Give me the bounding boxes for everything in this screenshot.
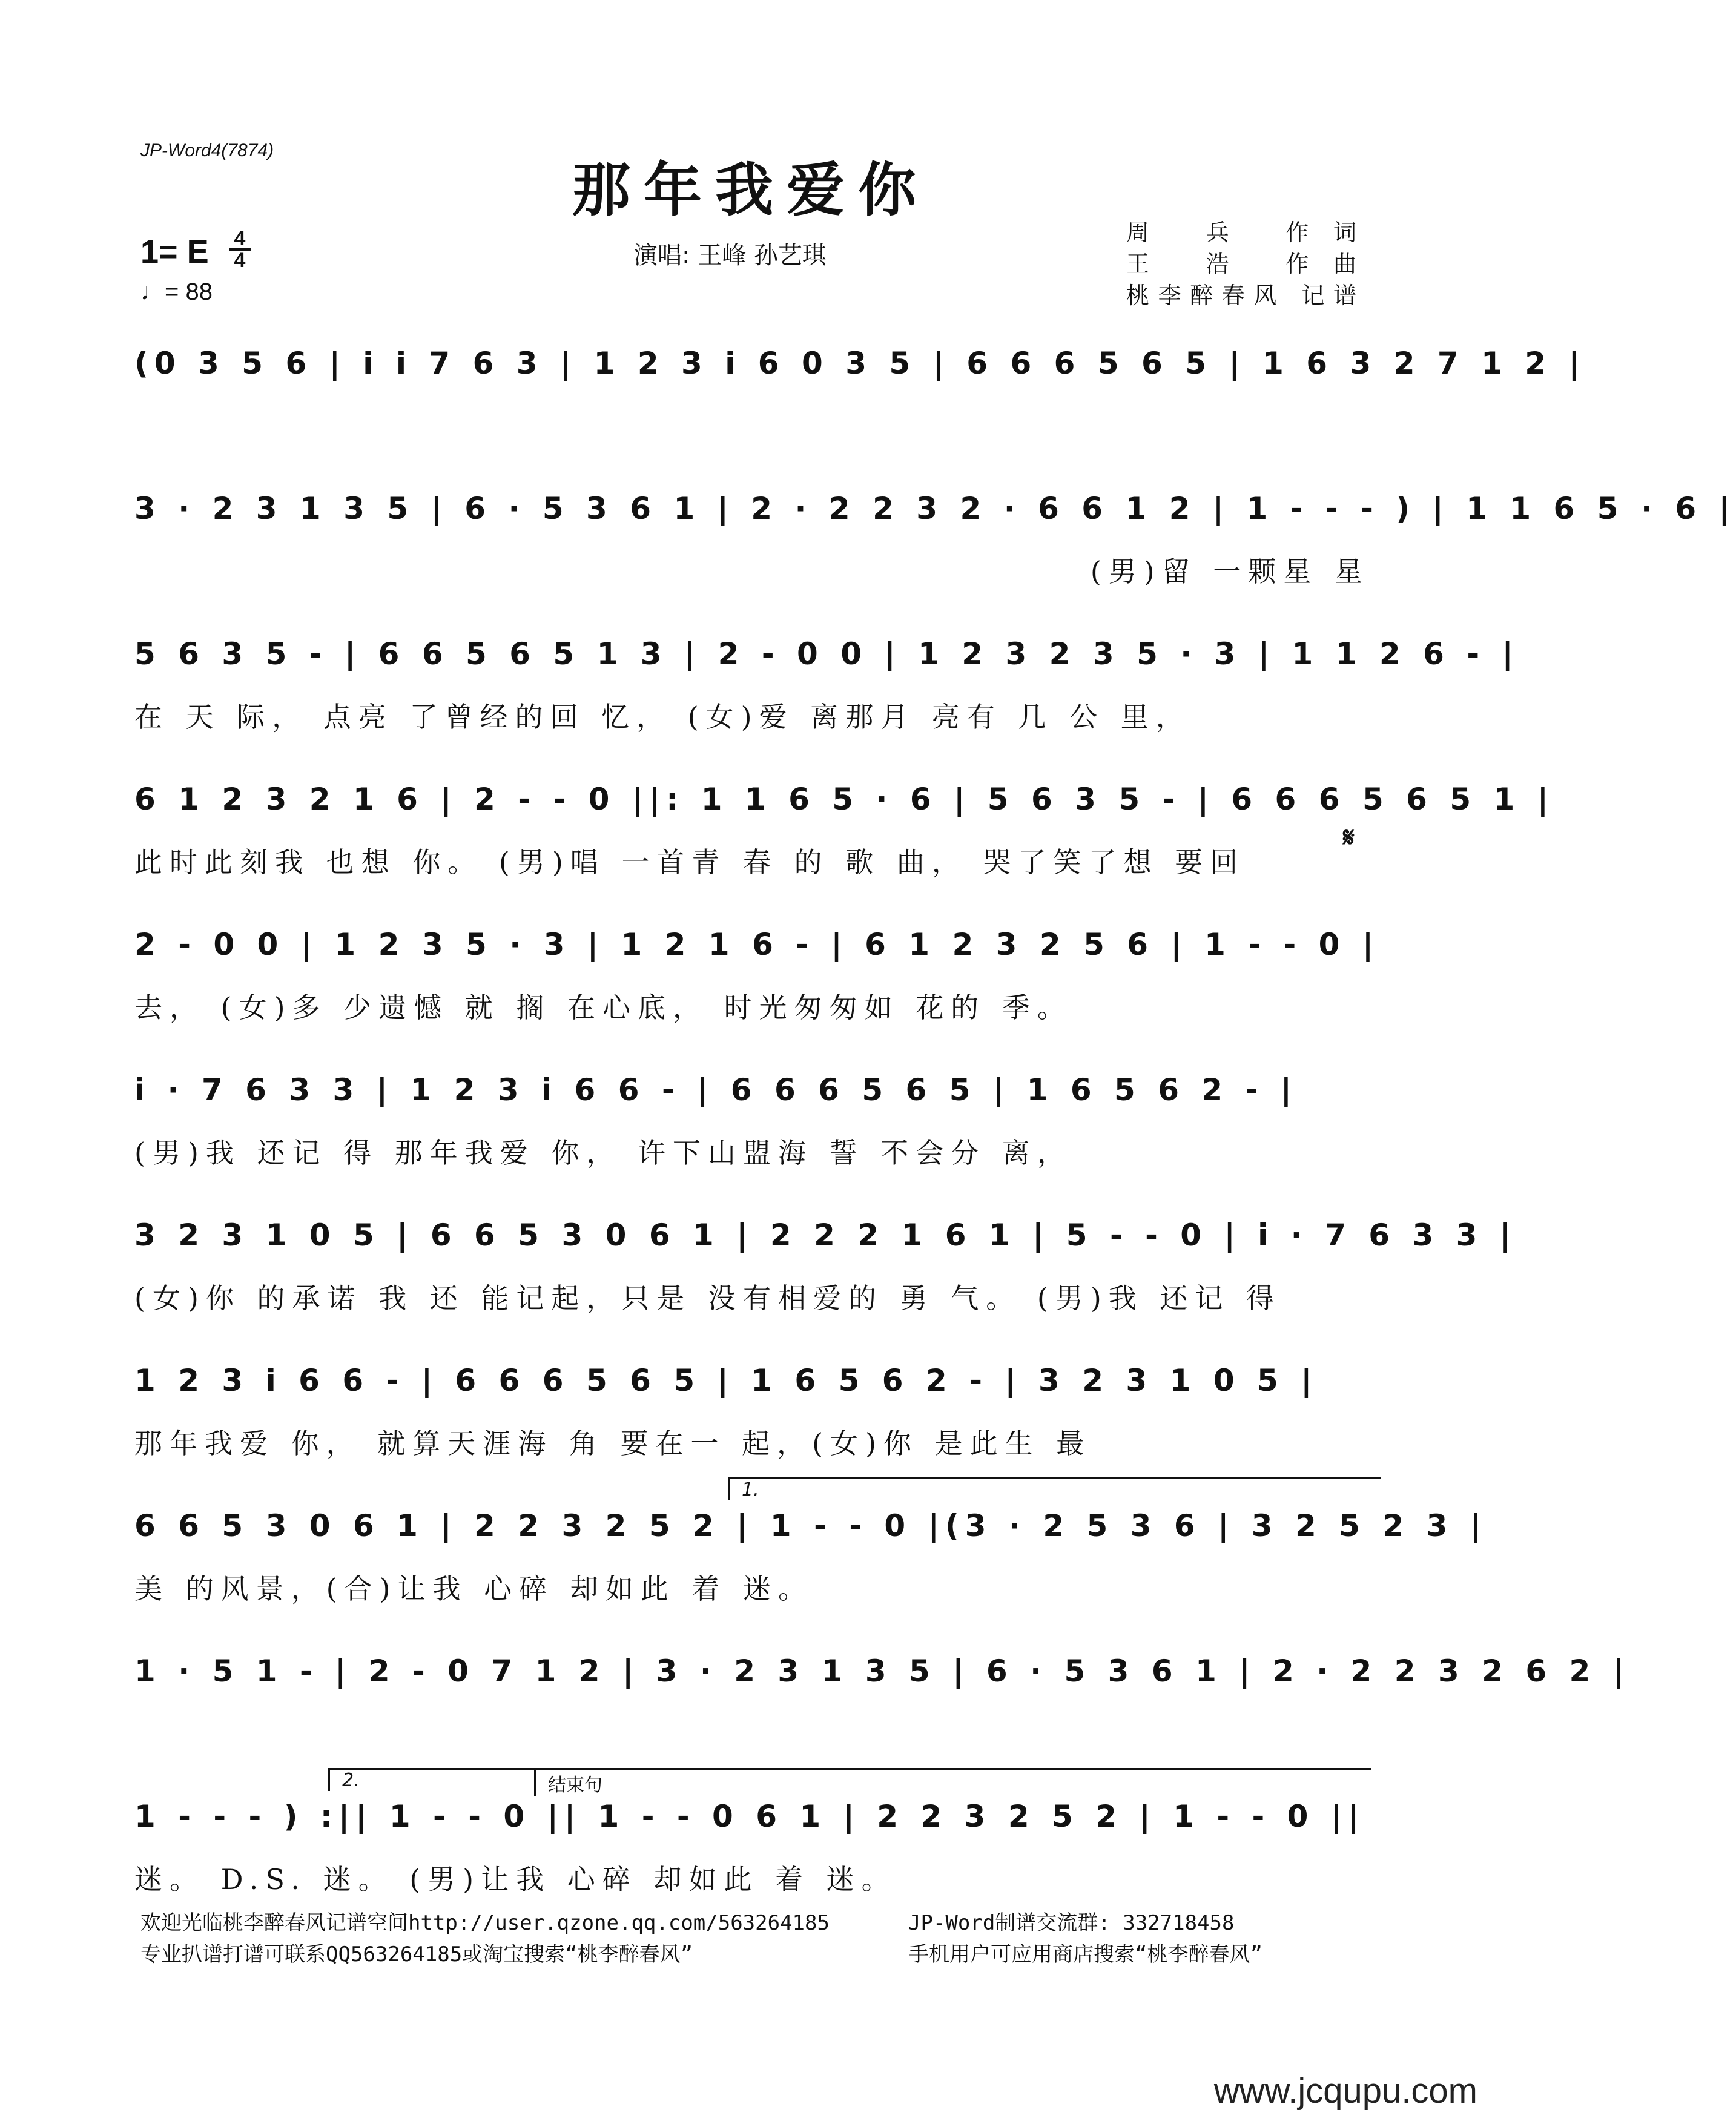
lyrics-line: (男)留 一颗星 星 bbox=[1090, 555, 1370, 588]
footer-line-4: 手机用户可应用商店搜索“桃李醉春风” bbox=[908, 1942, 1262, 1967]
lyrics-line: 此时此刻我 也想 你。 (男)唱 一首青 春 的 歌 曲， 哭了笑了想 要回 bbox=[134, 846, 1246, 879]
notation-line: 3 2 3 1 0 5 | 6 6 5 3 0 6 1 | 2 2 2 1 6 1 | 5 - - 0 | i · 7 6 3 3 | bbox=[134, 1218, 1517, 1253]
lyrics-line: 在 天 际， 点亮 了曾经的回 忆， (女)爱 离那月 亮有 几 公 里， bbox=[134, 701, 1191, 733]
notation-line: 6 6 5 3 0 6 1 | 2 2 3 2 5 2 | 1 - - 0 |(3 · 2 5 3 6 | 3 2 5 2 3 | bbox=[134, 1508, 1488, 1543]
score-row bbox=[134, 1211, 1517, 1356]
score-row bbox=[134, 1066, 1370, 1211]
time-signature-top: 4 bbox=[229, 229, 251, 251]
song-title: 那年我爱你 bbox=[572, 156, 929, 224]
score-row bbox=[134, 339, 1586, 484]
score-body bbox=[134, 339, 1736, 1938]
credits-block bbox=[1126, 217, 1356, 311]
notation-line: 5 6 3 5 - | 6 6 5 6 5 1 3 | 2 - 0 0 | 1 2 3 2 3 5 · 3 | 1 1 2 6 - | bbox=[134, 636, 1519, 671]
score-row bbox=[134, 630, 1519, 775]
score-row bbox=[134, 920, 1380, 1066]
score-row bbox=[134, 1479, 1488, 1647]
lyrics-line: 美 的风景，(合)让我 心碎 却如此 着 迷。 bbox=[134, 1572, 814, 1605]
software-label: JP-Word4(7874) bbox=[140, 140, 274, 160]
footer-line-2: 专业扒谱打谱可联系QQ563264185或淘宝搜索“桃李醉春风” bbox=[140, 1942, 693, 1967]
notation-line: 6 1 2 3 2 1 6 | 2 - - 0 ||: 1 1 6 5 · 6 | 5 6 3 5 - | 6 6 6 5 6 5 1 | bbox=[134, 782, 1555, 817]
score-row bbox=[134, 484, 1736, 630]
ending-label: 结束句 bbox=[534, 1768, 1371, 1796]
segno-sign: 𝄋 bbox=[1343, 822, 1355, 853]
time-signature bbox=[229, 229, 251, 270]
volta-1-label: 1. bbox=[728, 1477, 1381, 1500]
key-signature: 1= E bbox=[140, 234, 209, 270]
composer-credit: 王 浩 作曲 bbox=[1126, 251, 1356, 277]
tempo-marking: ♩= 88 bbox=[140, 279, 213, 305]
notation-line: i · 7 6 3 3 | 1 2 3 i 6 6 - | 6 6 6 5 6 5 | 1 6 5 6 2 - | bbox=[134, 1072, 1298, 1107]
notation-line: 3 · 2 3 1 3 5 | 6 · 5 3 6 1 | 2 · 2 2 3 2 · 6 6 1 2 | 1 - - - ) | 1 1 6 5 · 6 | bbox=[134, 491, 1736, 526]
notation-line: 1 · 5 1 - | 2 - 0 7 1 2 | 3 · 2 3 1 3 5 | 6 · 5 3 6 1 | 2 · 2 2 3 2 6 2 | bbox=[134, 1654, 1630, 1689]
lyricist-credit: 周 兵 作词 bbox=[1126, 219, 1356, 246]
notation-line: (0 3 5 6 | i i 7 6 3 | 1 2 3 i 6 0 3 5 | 6 6 6 5 6 5 | 1 6 3 2 7 1 2 | bbox=[134, 346, 1586, 381]
volta-2-label: 2. bbox=[328, 1768, 536, 1791]
lyrics-line: 那年我爱 你， 就算天涯海 角 要在一 起，(女)你 是此生 最 bbox=[134, 1427, 1092, 1460]
singer-credit: 演唱: 王峰 孙艺琪 bbox=[633, 242, 827, 269]
notation-line: 1 - - - ) :|| 1 - - 0 || 1 - - 0 6 1 | 2 2 3 2 5 2 | 1 - - 0 || bbox=[134, 1799, 1365, 1834]
time-signature-bottom: 4 bbox=[234, 249, 246, 272]
footer-line-1: 欢迎光临桃李醉春风记谱空间http://user.qzone.qq.com/563264185 bbox=[140, 1911, 830, 1935]
footer-left bbox=[140, 1907, 830, 1970]
lyrics-line: 迷。 D.S. 迷。 (男)让我 心碎 却如此 着 迷。 bbox=[134, 1863, 897, 1896]
lyrics-line: (女)你 的承诺 我 还 能记起，只是 没有相爱的 勇 气。 (男)我 还记 得 bbox=[134, 1282, 1282, 1314]
site-watermark: www.jcqupu.com bbox=[1213, 2071, 1477, 2111]
lyrics-line: (男)我 还记 得 那年我爱 你， 许下山盟海 誓 不会分 离， bbox=[134, 1136, 1072, 1169]
lyrics-line: 去， (女)多 少遗憾 就 搁 在心底， 时光匆匆如 花的 季。 bbox=[134, 991, 1072, 1024]
footer-right bbox=[908, 1907, 1262, 1970]
notation-line: 1 2 3 i 6 6 - | 6 6 6 5 6 5 | 1 6 5 6 2 - | 3 2 3 1 0 5 | bbox=[134, 1363, 1318, 1398]
footer-line-3: JP-Word制谱交流群: 332718458 bbox=[908, 1911, 1235, 1935]
transcriber-credit: 桃李醉春风 记谱 bbox=[1126, 282, 1356, 309]
score-row bbox=[134, 775, 1555, 920]
notation-line: 2 - 0 0 | 1 2 3 5 · 3 | 1 2 1 6 - | 6 1 2 3 2 5 6 | 1 - - 0 | bbox=[134, 927, 1380, 962]
